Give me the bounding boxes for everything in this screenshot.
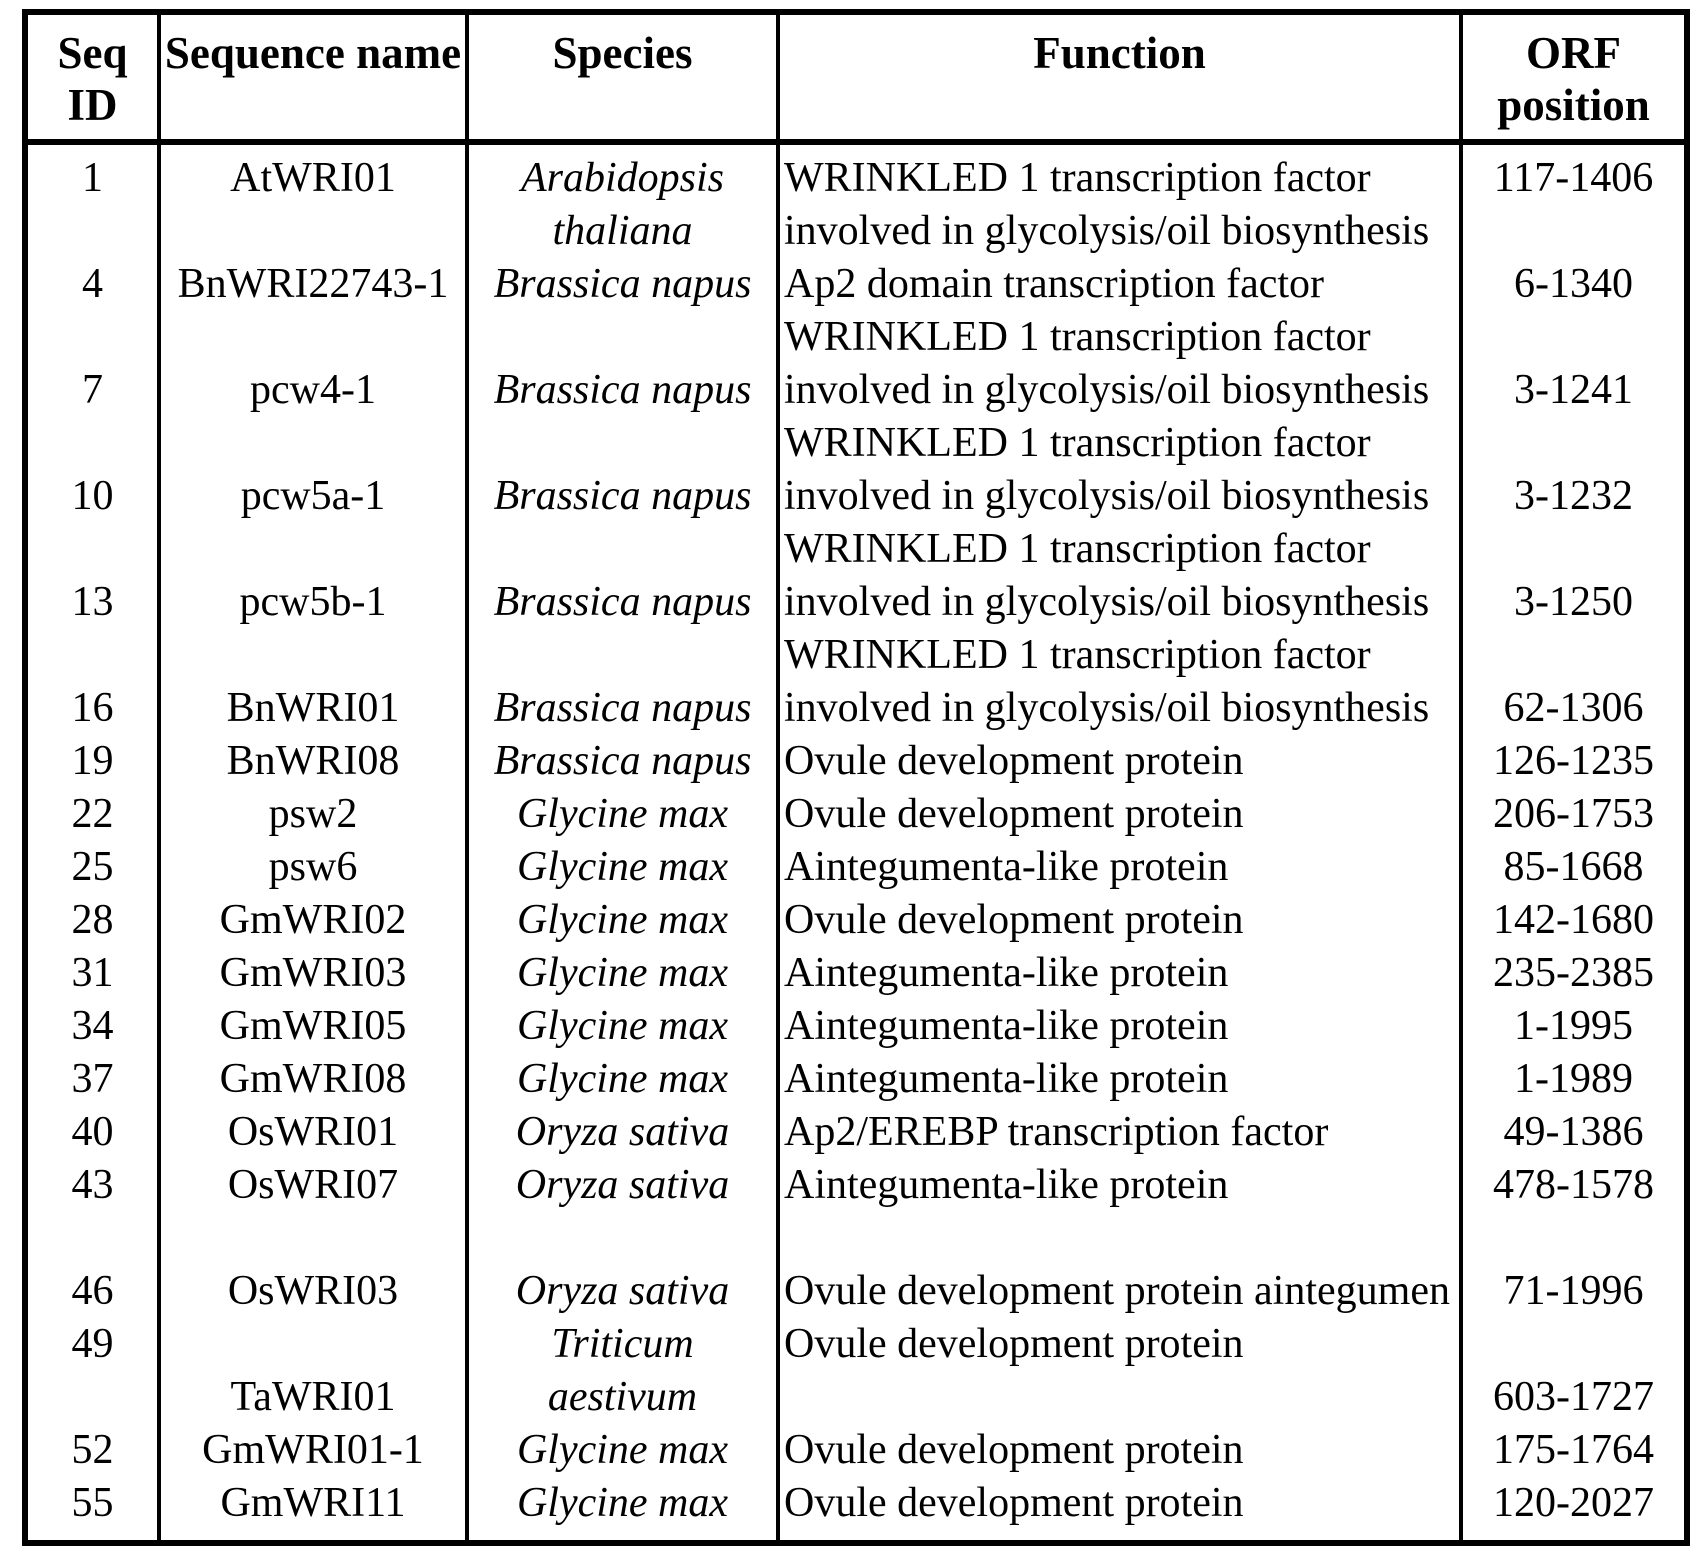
cell-sequence-name: [159, 311, 467, 417]
cell-function: [778, 417, 1461, 523]
table-row: [25, 417, 1687, 523]
cell-line: 62-1306: [1503, 685, 1644, 731]
cell-line: Aintegumenta-like protein: [784, 1162, 1229, 1208]
cell-sequence-name: [159, 1000, 467, 1053]
cell-seq-id: [25, 894, 159, 947]
cell-line: [161, 417, 465, 470]
cell-line: 49: [71, 1321, 114, 1367]
header-orf-position: ORF position: [1461, 12, 1687, 142]
cell-orf-position: [1461, 1424, 1687, 1477]
cell-sequence-name: [159, 417, 467, 523]
cell-line: Ap2/EREBP transcription factor: [784, 1109, 1329, 1155]
cell-line: GmWRI01-1: [202, 1427, 424, 1473]
cell-species: [467, 629, 778, 735]
cell-sequence-name: [159, 735, 467, 788]
cell-line: [161, 523, 465, 576]
cell-line: TaWRI01: [230, 1374, 396, 1420]
cell-function: [778, 629, 1461, 735]
cell-line: [469, 311, 776, 364]
cell-sequence-name: [159, 1159, 467, 1212]
cell-seq-id: [25, 788, 159, 841]
cell-orf-position: [1461, 788, 1687, 841]
cell-line: involved in glycolysis/oil biosynthesis: [784, 685, 1430, 731]
cell-line: 1-1989: [1514, 1056, 1633, 1102]
cell-line: OsWRI07: [227, 1162, 399, 1208]
cell-seq-id: [25, 629, 159, 735]
cell-seq-id: [25, 311, 159, 417]
cell-line: Glycine max: [516, 1480, 729, 1526]
table-row: [25, 894, 1687, 947]
table-header: [25, 12, 1687, 142]
cell-line: 85-1668: [1503, 844, 1644, 890]
cell-orf-position: [1461, 1000, 1687, 1053]
cell-line: WRINKLED 1 transcription factor: [784, 420, 1371, 466]
cell-line: Aintegumenta-like protein: [784, 844, 1229, 890]
cell-seq-id: [25, 841, 159, 894]
cell-line: BnWRI01: [226, 685, 400, 731]
table-body: [25, 142, 1687, 1543]
cell-line: Ovule development protein: [784, 897, 1244, 943]
cell-line: [1463, 1318, 1684, 1371]
cell-line: Ovule development protein: [784, 1427, 1244, 1473]
cell-line: Glycine max: [516, 1427, 729, 1473]
cell-seq-id: [25, 1424, 159, 1477]
cell-line: [161, 1212, 465, 1265]
cell-line: GmWRI03: [219, 950, 407, 996]
table-row: [25, 523, 1687, 629]
cell-line: BnWRI08: [226, 738, 400, 784]
cell-species: [467, 142, 778, 258]
table-row: [25, 1318, 1687, 1424]
cell-species: [467, 1106, 778, 1159]
cell-line: Brassica napus: [493, 738, 752, 784]
cell-orf-position: [1461, 1318, 1687, 1424]
cell-line: 10: [71, 473, 114, 519]
cell-line: 120-2027: [1493, 1480, 1654, 1526]
cell-line: 6-1340: [1514, 261, 1633, 307]
cell-line: Brassica napus: [493, 367, 752, 413]
cell-seq-id: [25, 735, 159, 788]
cell-line: 1: [82, 155, 103, 201]
cell-orf-position: [1461, 1477, 1687, 1543]
cell-line: Aintegumenta-like protein: [784, 1003, 1229, 1049]
cell-orf-position: [1461, 629, 1687, 735]
cell-sequence-name: [159, 894, 467, 947]
cell-line: [161, 311, 465, 364]
cell-seq-id: [25, 1318, 159, 1424]
cell-line: psw6: [268, 844, 358, 890]
cell-orf-position: [1461, 1053, 1687, 1106]
cell-sequence-name: [159, 142, 467, 258]
cell-line: [469, 1212, 776, 1265]
table-row: [25, 1106, 1687, 1159]
cell-line: 37: [71, 1056, 114, 1102]
cell-function: [778, 142, 1461, 258]
cell-seq-id: [25, 417, 159, 523]
cell-sequence-name: [159, 841, 467, 894]
cell-function: [778, 735, 1461, 788]
cell-line: [1463, 311, 1684, 364]
cell-line: Ap2 domain transcription factor: [784, 261, 1325, 307]
cell-sequence-name: [159, 1424, 467, 1477]
cell-line: Brassica napus: [493, 579, 752, 625]
cell-line: Glycine max: [516, 897, 729, 943]
table-row: [25, 258, 1687, 311]
cell-sequence-name: [159, 1318, 467, 1424]
table-row: [25, 735, 1687, 788]
cell-line: [469, 629, 776, 682]
table-row: [25, 841, 1687, 894]
header-function: Function: [778, 12, 1461, 142]
cell-species: [467, 1477, 778, 1543]
table-row: [25, 788, 1687, 841]
cell-line: [28, 311, 157, 364]
cell-sequence-name: [159, 1212, 467, 1318]
cell-seq-id: [25, 1212, 159, 1318]
cell-line: 16: [71, 685, 114, 731]
table-row: [25, 1212, 1687, 1318]
cell-sequence-name: [159, 523, 467, 629]
cell-orf-position: [1461, 1106, 1687, 1159]
cell-line: Triticum: [551, 1321, 694, 1367]
cell-orf-position: [1461, 523, 1687, 629]
cell-seq-id: [25, 1159, 159, 1212]
cell-line: 19: [71, 738, 114, 784]
cell-line: [1463, 417, 1684, 470]
table-row: [25, 1424, 1687, 1477]
cell-line: 603-1727: [1493, 1374, 1654, 1420]
cell-line: [469, 417, 776, 470]
cell-line: Oryza sativa: [515, 1162, 730, 1208]
cell-line: Ovule development protein: [784, 1321, 1244, 1367]
cell-line: Glycine max: [516, 1003, 729, 1049]
cell-sequence-name: [159, 1106, 467, 1159]
cell-seq-id: [25, 1000, 159, 1053]
cell-line: OsWRI01: [227, 1109, 399, 1155]
cell-line: [28, 1212, 157, 1265]
cell-function: [778, 523, 1461, 629]
cell-line: Glycine max: [516, 950, 729, 996]
sequence-table: [22, 9, 1690, 1546]
cell-line: [784, 1212, 1459, 1265]
cell-line: Oryza sativa: [515, 1109, 730, 1155]
cell-seq-id: [25, 142, 159, 258]
cell-line: involved in glycolysis/oil biosynthesis: [784, 367, 1430, 413]
cell-function: [778, 1424, 1461, 1477]
cell-sequence-name: [159, 947, 467, 1000]
cell-sequence-name: [159, 629, 467, 735]
cell-line: 235-2385: [1493, 950, 1654, 996]
cell-line: 142-1680: [1493, 897, 1654, 943]
cell-line: 175-1764: [1493, 1427, 1654, 1473]
cell-line: Aintegumenta-like protein: [784, 950, 1229, 996]
cell-seq-id: [25, 258, 159, 311]
cell-line: WRINKLED 1 transcription factor: [784, 155, 1371, 201]
cell-line: OsWRI03: [227, 1268, 399, 1314]
cell-line: 126-1235: [1493, 738, 1654, 784]
cell-orf-position: [1461, 142, 1687, 258]
cell-line: [469, 523, 776, 576]
cell-function: [778, 1000, 1461, 1053]
cell-line: [1463, 1212, 1684, 1265]
cell-line: 34: [71, 1003, 114, 1049]
cell-line: 3-1250: [1514, 579, 1633, 625]
cell-line: WRINKLED 1 transcription factor: [784, 526, 1371, 572]
cell-line: 40: [71, 1109, 114, 1155]
cell-function: [778, 1106, 1461, 1159]
cell-function: [778, 894, 1461, 947]
cell-line: 478-1578: [1493, 1162, 1654, 1208]
cell-orf-position: [1461, 417, 1687, 523]
cell-line: WRINKLED 1 transcription factor: [784, 314, 1371, 360]
cell-line: pcw5b-1: [239, 579, 387, 625]
cell-line: GmWRI11: [220, 1480, 406, 1526]
cell-orf-position: [1461, 1212, 1687, 1318]
cell-line: BnWRI22743-1: [177, 261, 449, 307]
cell-function: [778, 1053, 1461, 1106]
header-sequence-name: Sequence name: [159, 12, 467, 142]
cell-line: [28, 629, 157, 682]
cell-line: 28: [71, 897, 114, 943]
cell-line: 3-1232: [1514, 473, 1633, 519]
cell-line: [28, 1371, 157, 1424]
cell-line: 13: [71, 579, 114, 625]
cell-species: [467, 1424, 778, 1477]
table-row: [25, 947, 1687, 1000]
cell-function: [778, 1159, 1461, 1212]
cell-line: 31: [71, 950, 114, 996]
cell-line: 22: [71, 791, 114, 837]
cell-line: 117-1406: [1493, 155, 1654, 201]
cell-line: involved in glycolysis/oil biosynthesis: [784, 579, 1430, 625]
header-species: Species: [467, 12, 778, 142]
table-row: [25, 1159, 1687, 1212]
cell-line: 206-1753: [1493, 791, 1654, 837]
cell-orf-position: [1461, 1159, 1687, 1212]
header-row: [25, 12, 1687, 142]
cell-line: Arabidopsis: [520, 155, 725, 201]
cell-function: [778, 1318, 1461, 1424]
table-row: [25, 142, 1687, 258]
cell-line: GmWRI08: [219, 1056, 407, 1102]
cell-line: Glycine max: [516, 844, 729, 890]
cell-seq-id: [25, 1053, 159, 1106]
cell-line: pcw5a-1: [240, 473, 386, 519]
cell-line: Brassica napus: [493, 685, 752, 731]
cell-species: [467, 523, 778, 629]
cell-line: 4: [82, 261, 103, 307]
cell-line: GmWRI02: [219, 897, 407, 943]
cell-function: [778, 1477, 1461, 1543]
cell-line: Ovule development protein aintegumen: [784, 1268, 1450, 1314]
cell-line: [28, 417, 157, 470]
cell-line: [1463, 523, 1684, 576]
cell-line: 7: [82, 367, 103, 413]
cell-line: 46: [71, 1268, 114, 1314]
cell-line: 1-1995: [1514, 1003, 1633, 1049]
cell-line: 55: [71, 1480, 114, 1526]
cell-line: [161, 629, 465, 682]
cell-line: 25: [71, 844, 114, 890]
cell-function: [778, 311, 1461, 417]
cell-species: [467, 894, 778, 947]
cell-species: [467, 258, 778, 311]
table-row: [25, 1053, 1687, 1106]
cell-line: thaliana: [552, 208, 693, 254]
cell-orf-position: [1461, 258, 1687, 311]
cell-species: [467, 417, 778, 523]
cell-species: [467, 1212, 778, 1318]
cell-seq-id: [25, 947, 159, 1000]
cell-line: 49-1386: [1503, 1109, 1644, 1155]
table-row: [25, 1477, 1687, 1543]
cell-line: Ovule development protein: [784, 1480, 1244, 1526]
cell-line: 52: [71, 1427, 114, 1473]
cell-line: [784, 1371, 1459, 1424]
cell-line: pcw4-1: [250, 367, 376, 413]
cell-orf-position: [1461, 841, 1687, 894]
cell-species: [467, 947, 778, 1000]
cell-orf-position: [1461, 894, 1687, 947]
cell-line: involved in glycolysis/oil biosynthesis: [784, 473, 1430, 519]
cell-line: Brassica napus: [493, 473, 752, 519]
cell-line: GmWRI05: [219, 1003, 407, 1049]
cell-line: aestivum: [547, 1374, 698, 1420]
cell-sequence-name: [159, 258, 467, 311]
cell-line: Aintegumenta-like protein: [784, 1056, 1229, 1102]
cell-orf-position: [1461, 311, 1687, 417]
header-seq-id: Seq ID: [25, 12, 159, 142]
cell-line: Oryza sativa: [515, 1268, 730, 1314]
cell-function: [778, 947, 1461, 1000]
cell-line: Glycine max: [516, 791, 729, 837]
cell-species: [467, 735, 778, 788]
cell-line: WRINKLED 1 transcription factor: [784, 632, 1371, 678]
cell-species: [467, 841, 778, 894]
cell-function: [778, 788, 1461, 841]
cell-species: [467, 1318, 778, 1424]
table-row: [25, 1000, 1687, 1053]
cell-sequence-name: [159, 1477, 467, 1543]
cell-orf-position: [1461, 947, 1687, 1000]
cell-function: [778, 841, 1461, 894]
cell-line: AtWRI01: [230, 155, 396, 201]
cell-function: [778, 258, 1461, 311]
cell-line: 43: [71, 1162, 114, 1208]
cell-orf-position: [1461, 735, 1687, 788]
table-row: [25, 629, 1687, 735]
cell-line: Ovule development protein: [784, 738, 1244, 784]
table-row: [25, 311, 1687, 417]
cell-line: [161, 1318, 465, 1371]
cell-line: Ovule development protein: [784, 791, 1244, 837]
cell-line: [1463, 629, 1684, 682]
cell-seq-id: [25, 1477, 159, 1543]
cell-sequence-name: [159, 788, 467, 841]
cell-line: Glycine max: [516, 1056, 729, 1102]
cell-function: [778, 1212, 1461, 1318]
cell-line: [28, 523, 157, 576]
cell-line: psw2: [268, 791, 358, 837]
cell-seq-id: [25, 523, 159, 629]
cell-species: [467, 1159, 778, 1212]
cell-species: [467, 788, 778, 841]
cell-sequence-name: [159, 1053, 467, 1106]
cell-species: [467, 1000, 778, 1053]
cell-line: involved in glycolysis/oil biosynthesis: [784, 208, 1430, 254]
cell-species: [467, 1053, 778, 1106]
cell-line: 3-1241: [1514, 367, 1633, 413]
cell-line: 71-1996: [1503, 1268, 1644, 1314]
cell-species: [467, 311, 778, 417]
cell-seq-id: [25, 1106, 159, 1159]
cell-line: Brassica napus: [493, 261, 752, 307]
